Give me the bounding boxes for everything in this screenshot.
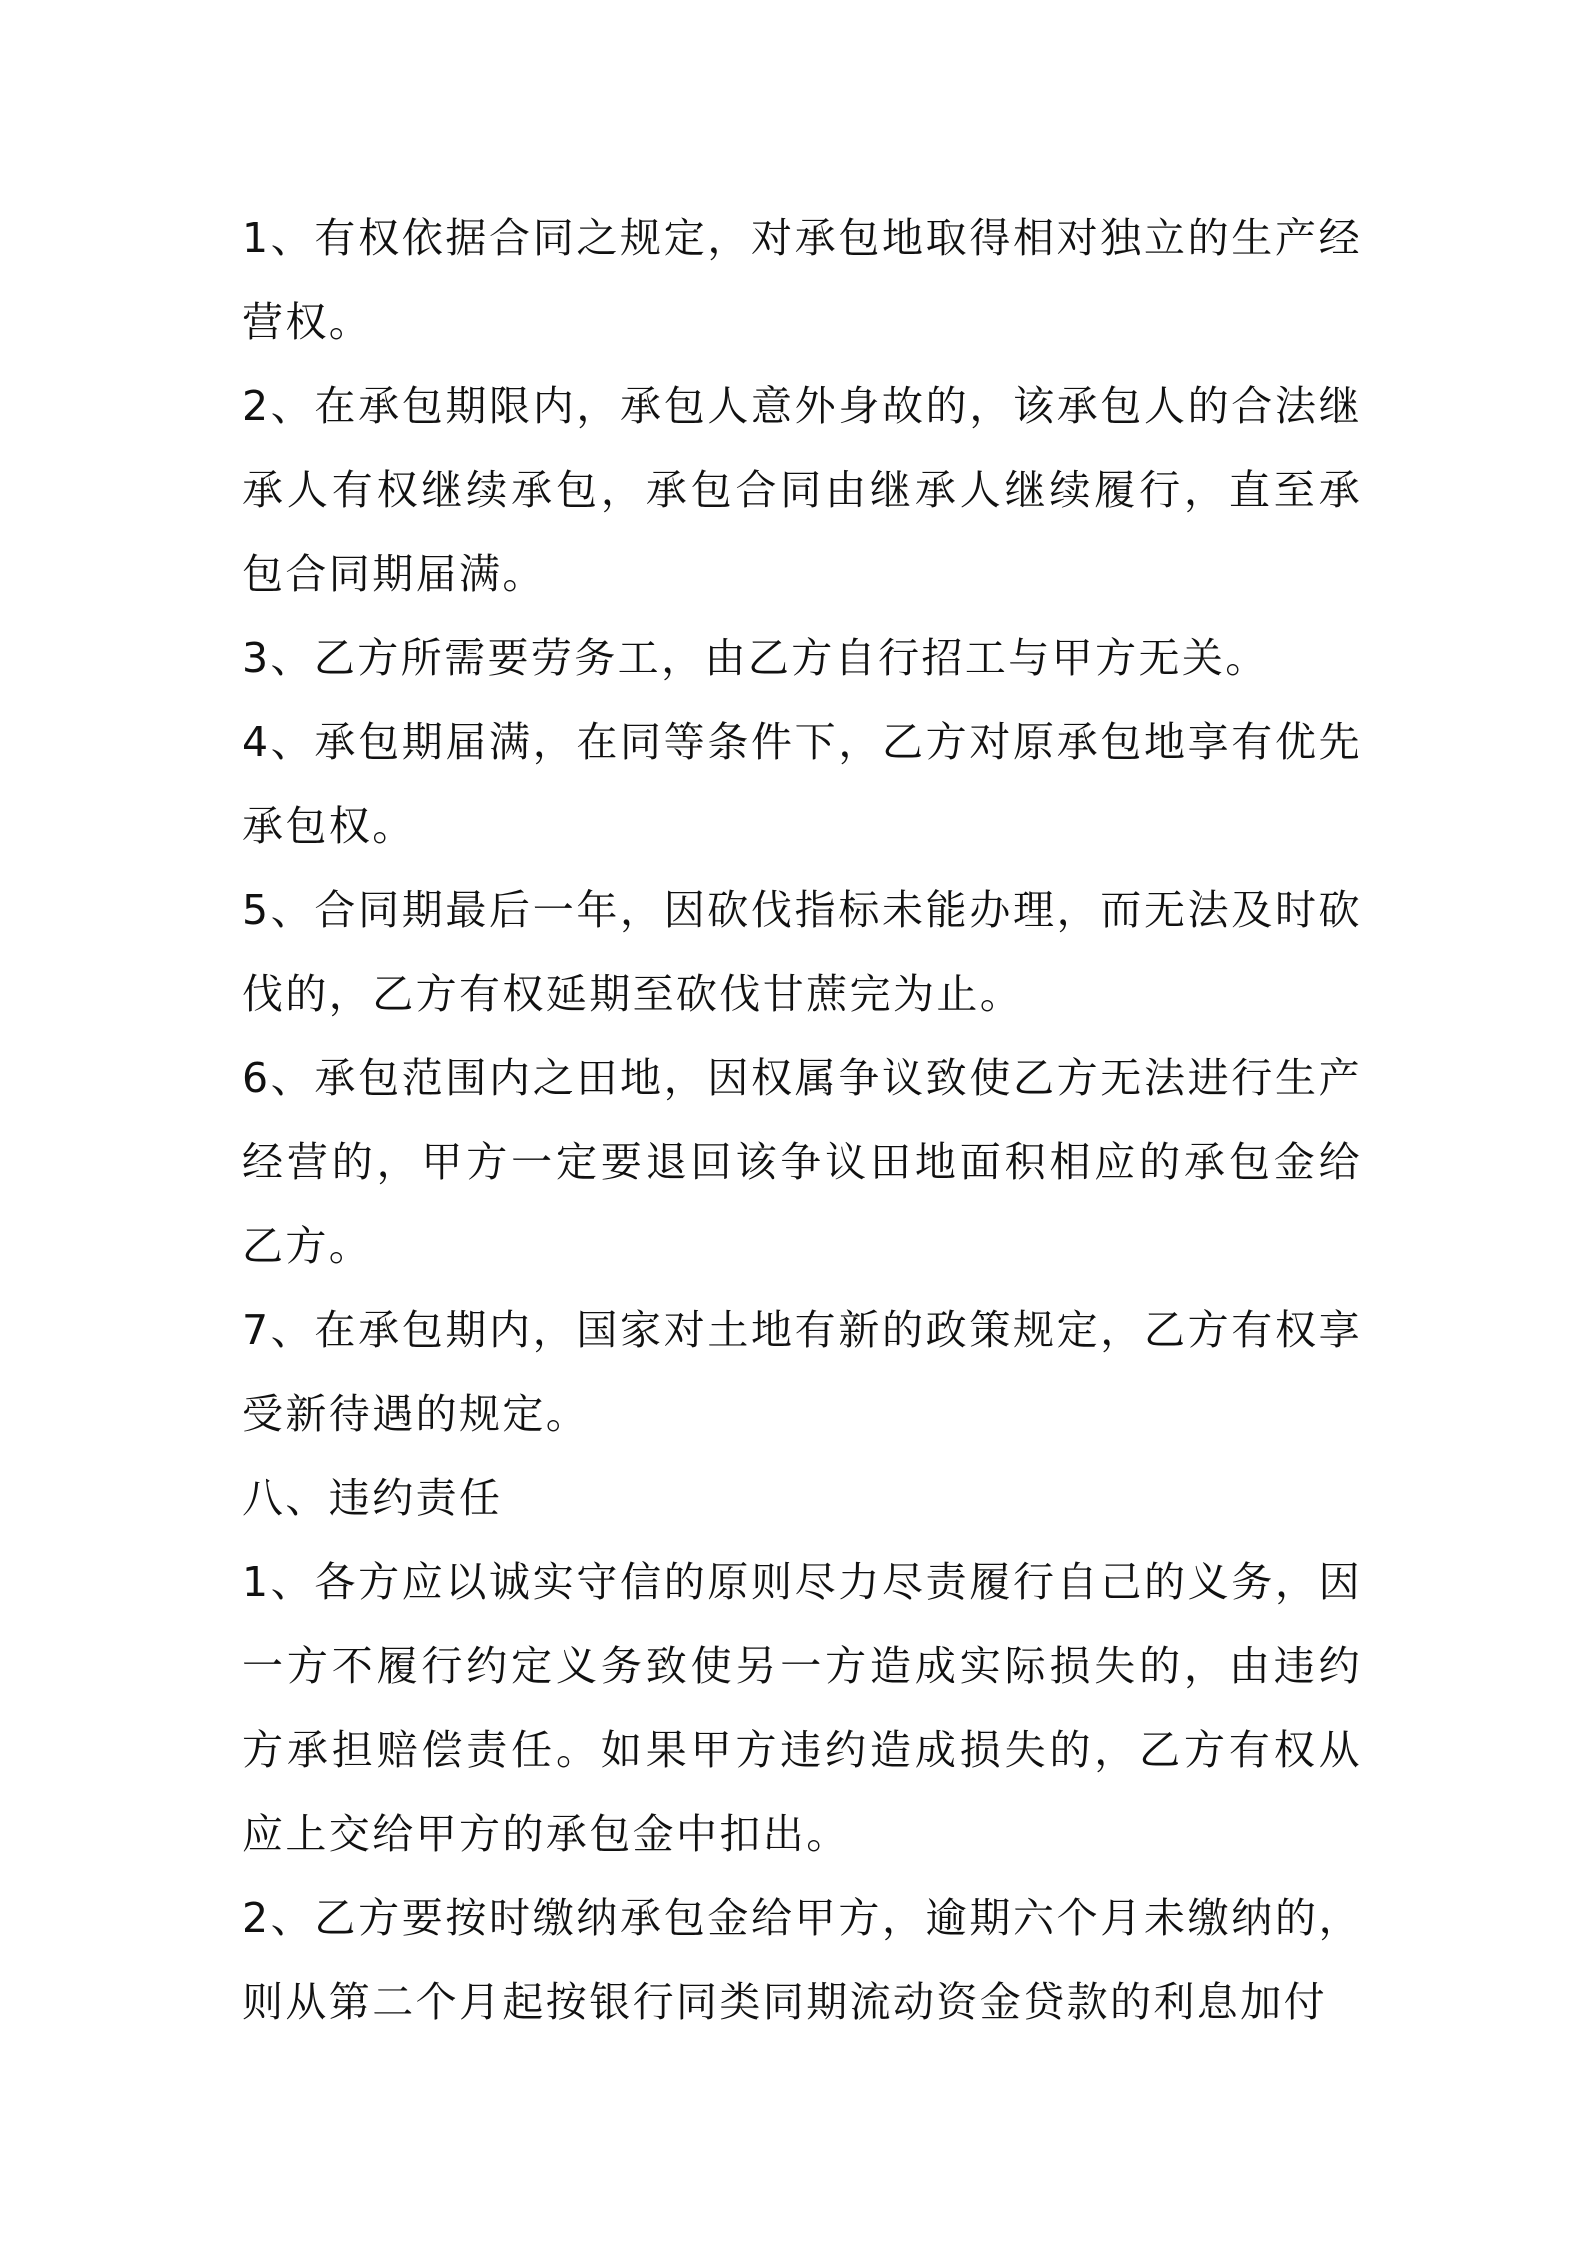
- clause-5: 5、合同期最后一年，因砍伐指标未能办理，而无法及时砍伐的，乙方有权延期至砍伐甘蔗完为止。: [242, 886, 1362, 1018]
- clause-4: 4、承包期届满，在同等条件下，乙方对原承包地享有优先承包权。: [242, 718, 1362, 850]
- breach-clause-2: 2、乙方要按时缴纳承包金给甲方，逾期六个月未缴纳的，则从第二个月起按银行同类同期流动资金贷款的利息加付: [242, 1894, 1362, 2026]
- clause-3: 3、乙方所需要劳务工，由乙方自行招工与甲方无关。: [242, 634, 1269, 682]
- clause-1: 1、有权依据合同之规定，对承包地取得相对独立的生产经营权。: [242, 214, 1362, 346]
- clause-7: 7、在承包期内，国家对土地有新的政策规定，乙方有权享受新待遇的规定。: [242, 1306, 1362, 1438]
- section-heading-breach-liability: 八、违约责任: [242, 1474, 503, 1522]
- clause-2: 2、在承包期限内，承包人意外身故的，该承包人的合法继承人有权继续承包，承包合同由继承人继续履行，直至承包合同期届满。: [242, 382, 1362, 598]
- document-page: [242, 196, 1362, 2044]
- breach-clause-1: 1、各方应以诚实守信的原则尽力尽责履行自己的义务，因一方不履行约定义务致使另一方造成实际损失的，由违约方承担赔偿责任。如果甲方违约造成损失的，乙方有权从应上交给甲方的承包金中扣出。: [242, 1558, 1362, 1858]
- clause-6: 6、承包范围内之田地，因权属争议致使乙方无法进行生产经营的，甲方一定要退回该争议田地面积相应的承包金给乙方。: [242, 1054, 1362, 1270]
